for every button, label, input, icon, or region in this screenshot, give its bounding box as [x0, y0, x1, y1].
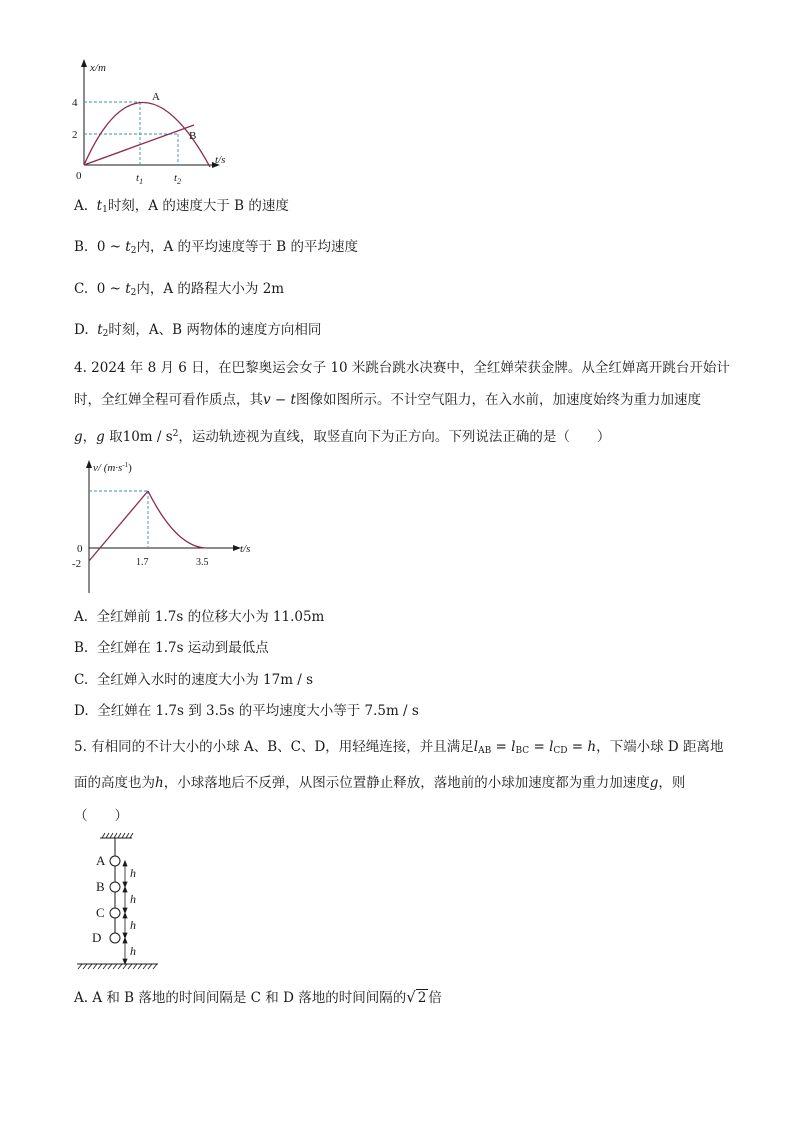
h-label-2: h: [130, 892, 136, 906]
xt-origin: 0: [76, 170, 82, 182]
balls-diagram: [72, 830, 172, 972]
h-label-4: h: [130, 944, 136, 958]
ball-label-a: A: [96, 853, 106, 868]
vt-origin: 0: [77, 543, 83, 555]
tick-t2: $t_2$: [174, 172, 182, 186]
ball-b: [110, 882, 120, 892]
vt-tick-3-5: 3.5: [196, 557, 209, 568]
vt-tick-1-7: 1.7: [136, 557, 149, 568]
ground-hatch: [78, 964, 157, 969]
tick-4: 4: [72, 97, 78, 109]
line-b: [84, 125, 197, 165]
q4-option-d: D. 全红婵在 1.7s 到 3.5s 的平均速度大小等于 7.5m / s: [74, 703, 419, 719]
tick-t1: $t_1$: [136, 172, 144, 186]
label-a: A: [152, 91, 160, 103]
dimension-arrows: [123, 861, 127, 964]
q3-option-a: A. $t_1$时刻，A 的速度大于 B 的速度: [74, 198, 289, 215]
vt-graph: [68, 455, 268, 597]
q4-stem-line1: 4. 2024 年 8 月 6 日，在巴黎奥运会女子 10 米跳台跳水决赛中，全红婵荣获金牌。从全红婵离开跳台开始计: [74, 360, 730, 376]
q4-option-c: C. 全红婵入水时的速度大小为 17m / s: [74, 672, 314, 688]
q4-option-a: A. 全红婵前 1.7s 的位移大小为 11.05m: [74, 609, 325, 625]
ball-label-c: C: [96, 905, 105, 920]
ceiling-hatch: [102, 833, 133, 838]
sqrt-radicand: 2: [417, 990, 427, 1006]
xt-ylabel: x/m: [90, 62, 106, 74]
h-label-3: h: [130, 918, 136, 932]
xt-graph: [60, 55, 240, 190]
q5-option-a: A. A 和 B 落地的时间间隔是 C 和 D 落地的时间间隔的√ 2 倍: [74, 988, 442, 1006]
h-label-1: h: [130, 866, 136, 880]
vt-ylabel: v/ $(m\cdot s^{-1})$: [93, 461, 132, 474]
vt-fall: [148, 491, 206, 548]
tick-2: 2: [72, 129, 78, 141]
q5-stem-line1: 5. 有相同的不计大小的小球 A、B、C、D，用轻绳连接，并且满足$l_{AB} = l_{BC} = l_{CD} = h$，下端小球 D 距离地: [74, 739, 724, 756]
ball-a: [110, 856, 120, 866]
ball-d: [110, 933, 120, 943]
sqrt-symbol: √: [406, 988, 416, 1006]
ball-c: [110, 908, 120, 918]
q5-stem-line2: 面的高度也为h，小球落地后不反弹，从图示位置静止释放，落地前的小球加速度都为重力加速度g，则: [74, 775, 686, 791]
q3-option-c: C. 0 ~ $t_2$内，A 的路程大小为 2m: [74, 281, 285, 298]
label-b: B: [189, 130, 197, 142]
vt-xlabel: t/s: [240, 543, 251, 555]
vt-y-arrow: [86, 460, 92, 468]
q5-stem-line3: （ ）: [74, 808, 128, 824]
q3-option-d: D. $t_2$时刻，A、B 两物体的速度方向相同: [74, 322, 322, 339]
q4-stem-line3: g，g 取$10m / s^2$，运动轨迹视为直线，取竖直向下为正方向。下列说法正确的是（ ）: [74, 429, 611, 445]
q4-stem-line2: 时，全红婵全程可看作质点，其v − t图像如图所示。不计空气阻力，在入水前，加速度始终为重力加速度: [74, 392, 701, 408]
q3-option-b: B. 0 ~ $t_2$内，A 的平均速度等于 B 的平均速度: [74, 239, 359, 256]
q4-option-b: B. 全红婵在 1.7s 运动到最低点: [74, 640, 269, 656]
xt-y-arrow: [81, 59, 87, 67]
vt-yneg: -2: [72, 558, 82, 570]
vt-rise: [89, 491, 148, 561]
ball-label-d: D: [92, 930, 102, 945]
xt-xlabel: t/s: [215, 154, 226, 166]
ball-label-b: B: [96, 879, 105, 894]
